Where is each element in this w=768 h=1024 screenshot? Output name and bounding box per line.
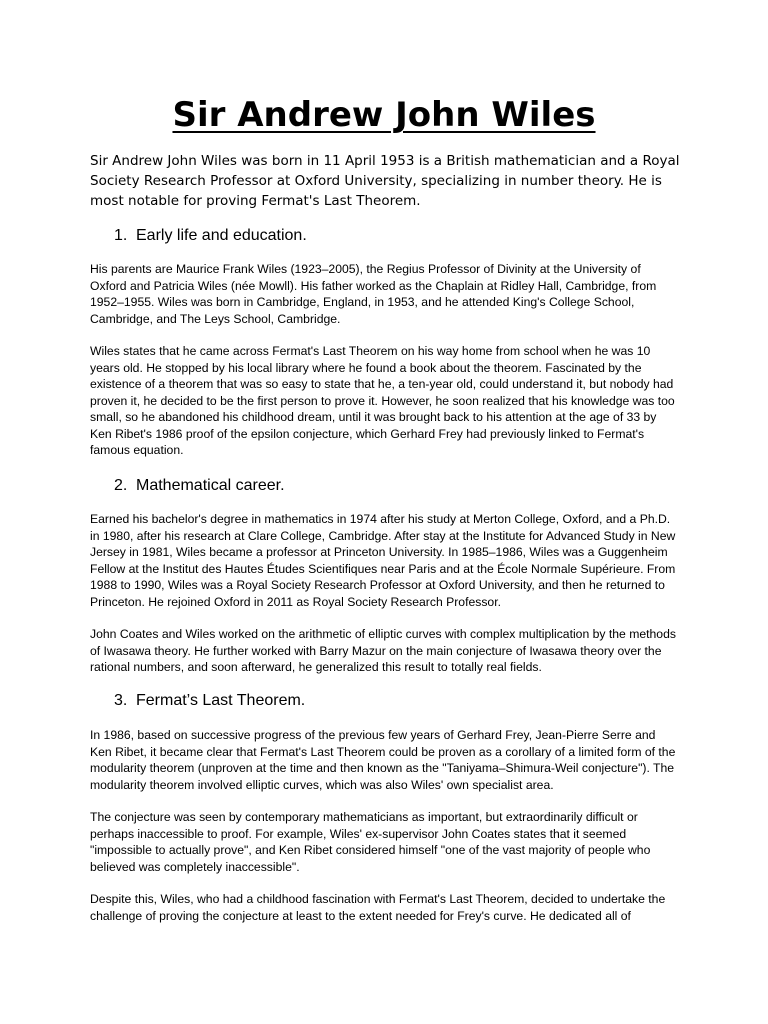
document-title-text: Sir Andrew John Wiles <box>172 95 596 135</box>
section-heading-text: Early life and education. <box>136 227 307 244</box>
section-number: 1. <box>114 227 128 244</box>
intro-paragraph: Sir Andrew John Wiles was born in 11 April 1953 is a British mathematician and a Royal Society Research Professor at Oxford University, specializing in number theory. He is most notable for proving Fermat's Last Theorem. <box>90 153 680 209</box>
section-heading <box>114 226 307 246</box>
section-number: 2. <box>114 477 128 494</box>
document-title <box>0 94 768 136</box>
body-paragraph: His parents are Maurice Frank Wiles (1923–2005), the Regius Professor of Divinity at the University of Oxford and Patricia Wiles (née Mowll). His father worked as the Chaplain at Ridley Hall, Cambridge, from 1952–1955. Wiles was born in Cambridge, England, in 1953, and he attended King's College School, Cambridge, and The Leys School, Cambridge. <box>90 262 657 326</box>
body-paragraph: In 1986, based on successive progress of the previous few years of Gerhard Frey, Jean-Pierre Serre and Ken Ribet, it became clear that Fermat's Last Theorem could be proven as a corollary of a limited form of the modularity theorem (unproven at the time and then known as the "Taniyama–Shimura-Weil conjecture"). The modularity theorem involved elliptic curves, which was also Wiles' own specialist area. <box>90 728 676 792</box>
section-heading <box>114 691 305 711</box>
section-heading <box>114 476 285 496</box>
section-heading-text: Fermat’s Last Theorem. <box>136 692 306 709</box>
body-paragraph: The conjecture was seen by contemporary mathematicians as important, but extraordinarily difficult or perhaps inaccessible to proof. For example, Wiles' ex-supervisor John Coates states that it seemed "impossible to actually prove", and Ken Ribet considered himself "one of the vast majority of people who believed was completely inaccessible". <box>90 810 651 874</box>
body-paragraph: John Coates and Wiles worked on the arithmetic of elliptic curves with complex multiplication by the methods of Iwasawa theory. He further worked with Barry Mazur on the main conjecture of Iwasawa theory over the rational numbers, and soon afterward, he generalized this result to totally real fields. <box>90 627 676 674</box>
section-heading-text: Mathematical career. <box>136 477 285 494</box>
section-number: 3. <box>114 692 128 709</box>
body-paragraph: Earned his bachelor's degree in mathematics in 1974 after his study at Merton College, Oxford, and a Ph.D. in 1980, after his research at Clare College, Cambridge. After stay at the Institute for Advanced Study in New Jersey in 1981, Wiles became a professor at Princeton University. In 1985–1986, Wiles was a Guggenheim Fellow at the Institut des Hautes Études Scientifiques near Paris and at the École Normale Supérieure. From 1988 to 1990, Wiles was a Royal Society Research Professor at Oxford University, and then he returned to Princeton. He rejoined Oxford in 2011 as Royal Society Research Professor. <box>90 512 676 609</box>
body-paragraph: Despite this, Wiles, who had a childhood fascination with Fermat's Last Theorem, decided to undertake the challenge of proving the conjecture at least to the extent needed for Frey's curve. He dedicated all of <box>90 892 666 923</box>
body-paragraph: Wiles states that he came across Fermat's Last Theorem on his way home from school when he was 10 years old. He stopped by his local library where he found a book about the theorem. Fascinated by the existence of a theorem that was so easy to state that he, a ten-year old, could understand it, but nobody had proven it, he decided to be the first person to prove it. However, he soon realized that his knowledge was too small, so he abandoned his childhood dream, until it was brought back to his attention at the age of 33 by Ken Ribet's 1986 proof of the epsilon conjecture, which Gerhard Frey had previously linked to Fermat's famous equation. <box>90 344 675 457</box>
